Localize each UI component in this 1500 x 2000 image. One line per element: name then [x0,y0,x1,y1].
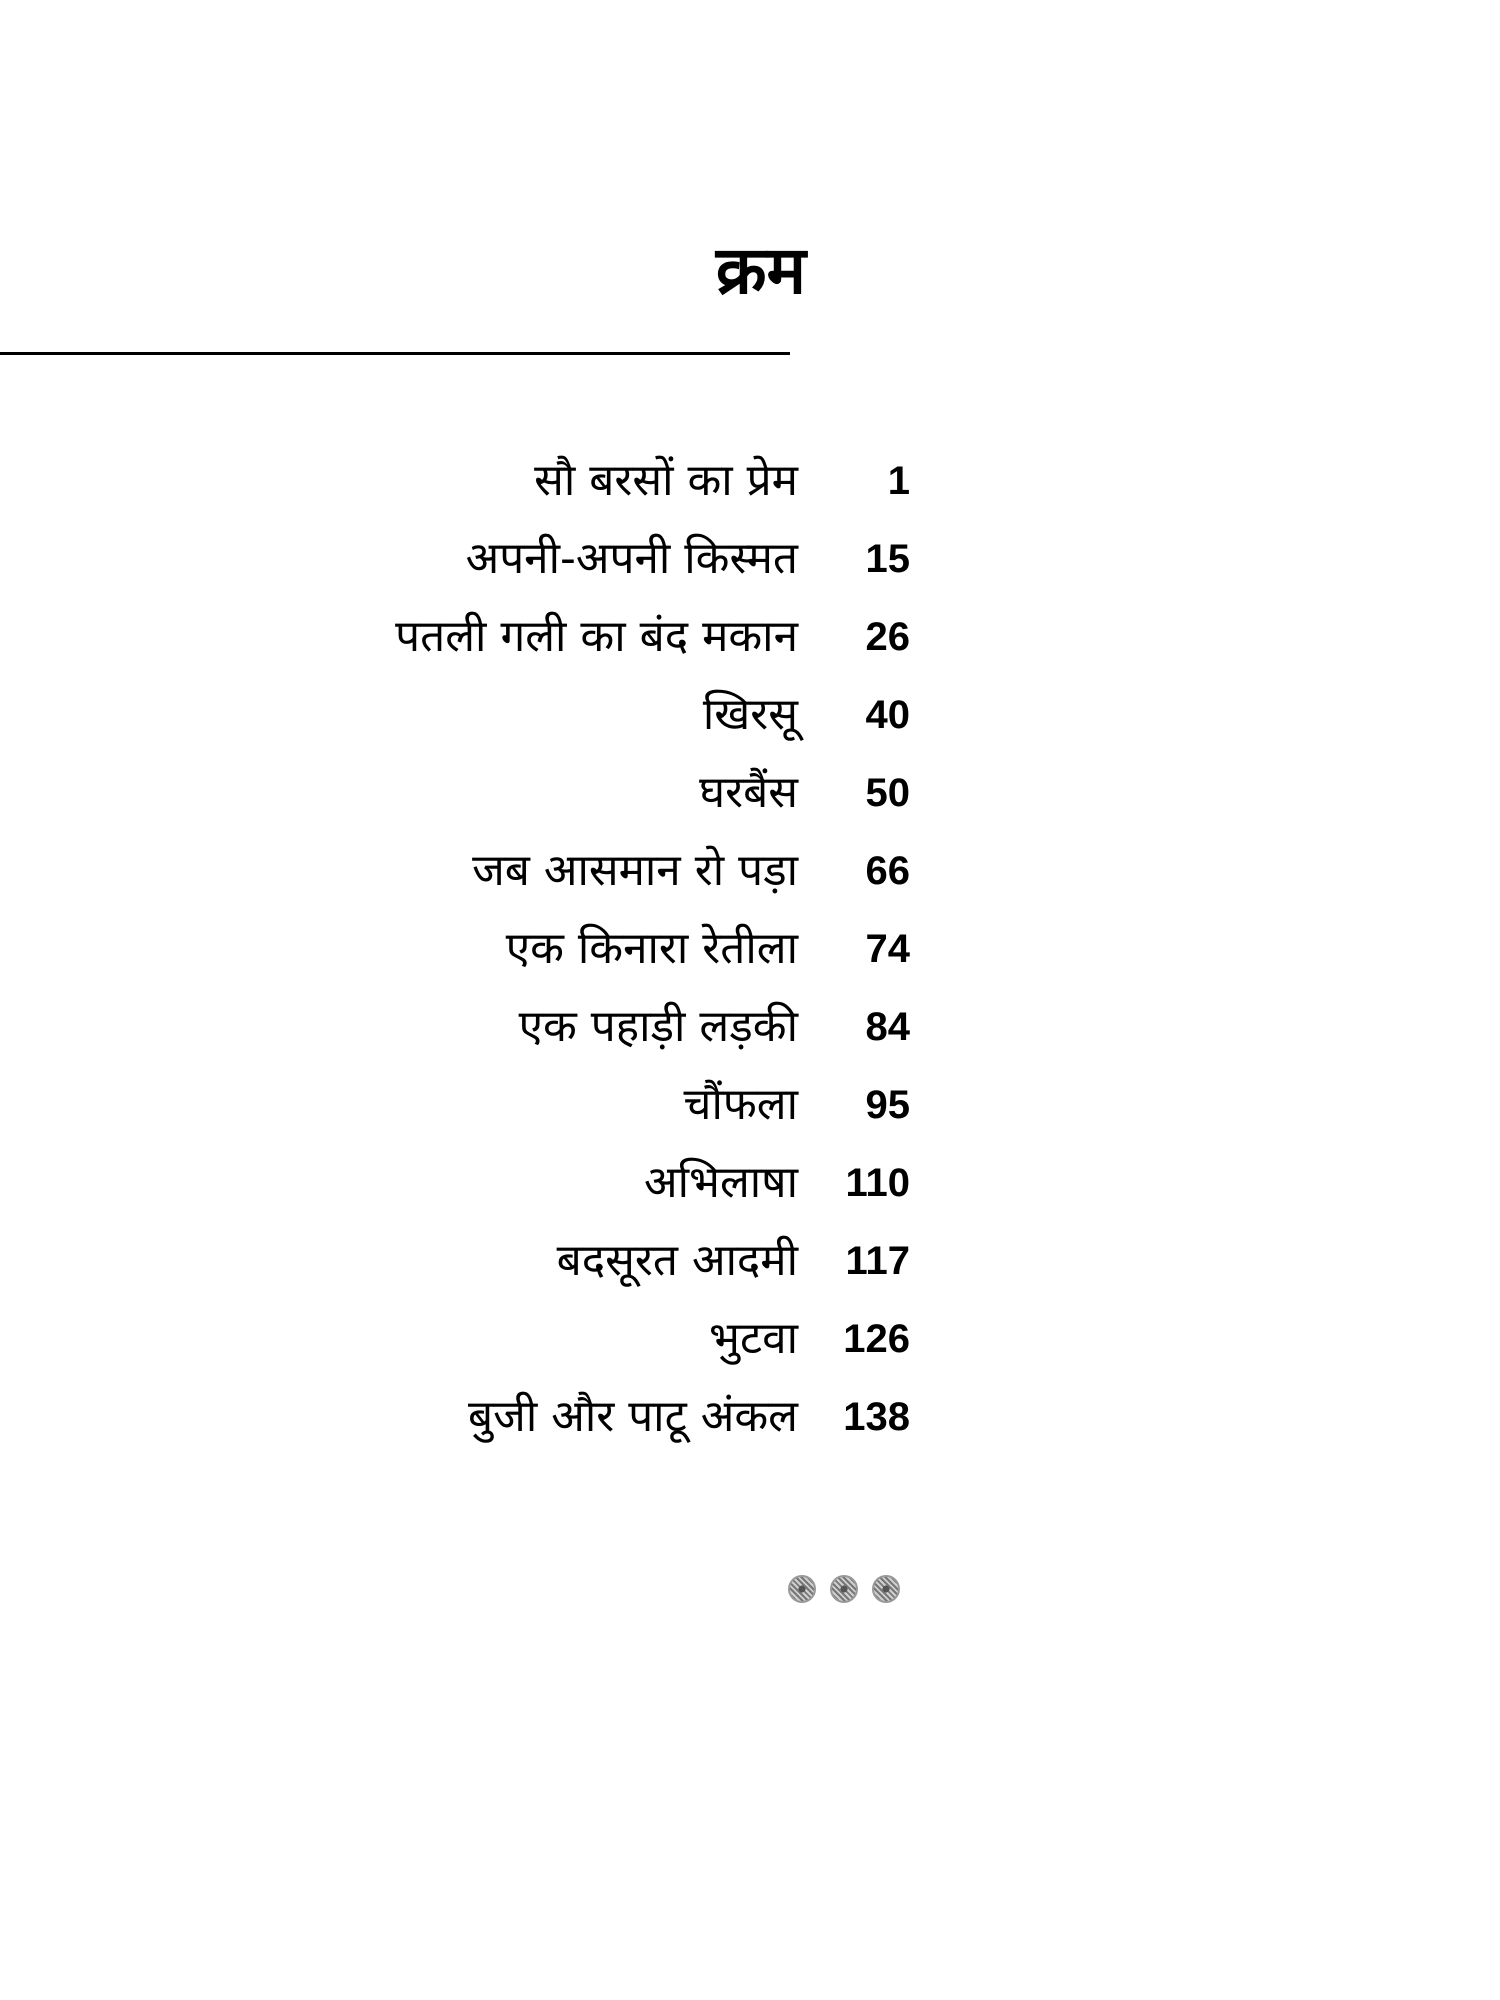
toc-entry-page: 126 [843,1317,910,1361]
toc-entry-title: पतली गली का बंद मकान [395,611,798,662]
toc-entry-page: 74 [865,927,910,971]
toc-entry [0,1226,910,1296]
toc-entry-page: 84 [865,1005,910,1049]
toc-entry [0,836,910,906]
ornament-dot-icon [830,1575,858,1603]
toc-entry-title: बदसूरत आदमी [556,1235,798,1286]
toc-entry-title: चौंफला [683,1079,798,1130]
toc-entry-page: 50 [865,771,910,815]
toc-entry-title: एक पहाड़ी लड़की [518,1001,798,1052]
toc-entry [0,446,910,516]
toc-entry-title: एक किनारा रेतीला [505,923,798,974]
toc-entry [0,1070,910,1140]
toc-entry-page: 66 [865,849,910,893]
toc-entry-page: 15 [865,537,910,581]
three-dot-ornament-icon [788,1575,900,1607]
toc-entry-page: 95 [865,1083,910,1127]
toc-entry-title: भुटवा [709,1313,798,1364]
toc-entry [0,680,910,750]
ornament-dot-icon [872,1575,900,1603]
ornament-dot-icon [788,1575,816,1603]
toc-entry-page: 117 [845,1239,910,1283]
page-title: क्रम [715,232,806,309]
toc-entry-page: 26 [865,615,910,659]
toc-entry-title: अभिलाषा [644,1157,798,1208]
toc-entry-title: अपनी-अपनी किस्मत [465,533,798,584]
toc-entry [0,992,910,1062]
toc-entry [0,524,910,594]
toc-entry-title: जब आसमान रो पड़ा [472,845,798,896]
toc-entry [0,1304,910,1374]
toc-entry-page: 40 [865,693,910,737]
toc-entry-title: सौ बरसों का प्रेम [534,455,798,506]
toc-entry [0,1148,910,1218]
toc-entry-page: 110 [845,1161,910,1205]
toc-entry-page: 1 [887,459,910,503]
toc-entry-title: खिरसू [702,689,798,740]
toc-entry [0,914,910,984]
toc-entry [0,602,910,672]
toc-entry-title: बुजी और पाटू अंकल [468,1391,798,1442]
toc-entry [0,1382,910,1452]
toc-entry-title: घरबैंस [699,767,798,818]
toc-entry-page: 138 [843,1395,910,1439]
toc-entry [0,758,910,828]
heading-divider [0,352,790,355]
